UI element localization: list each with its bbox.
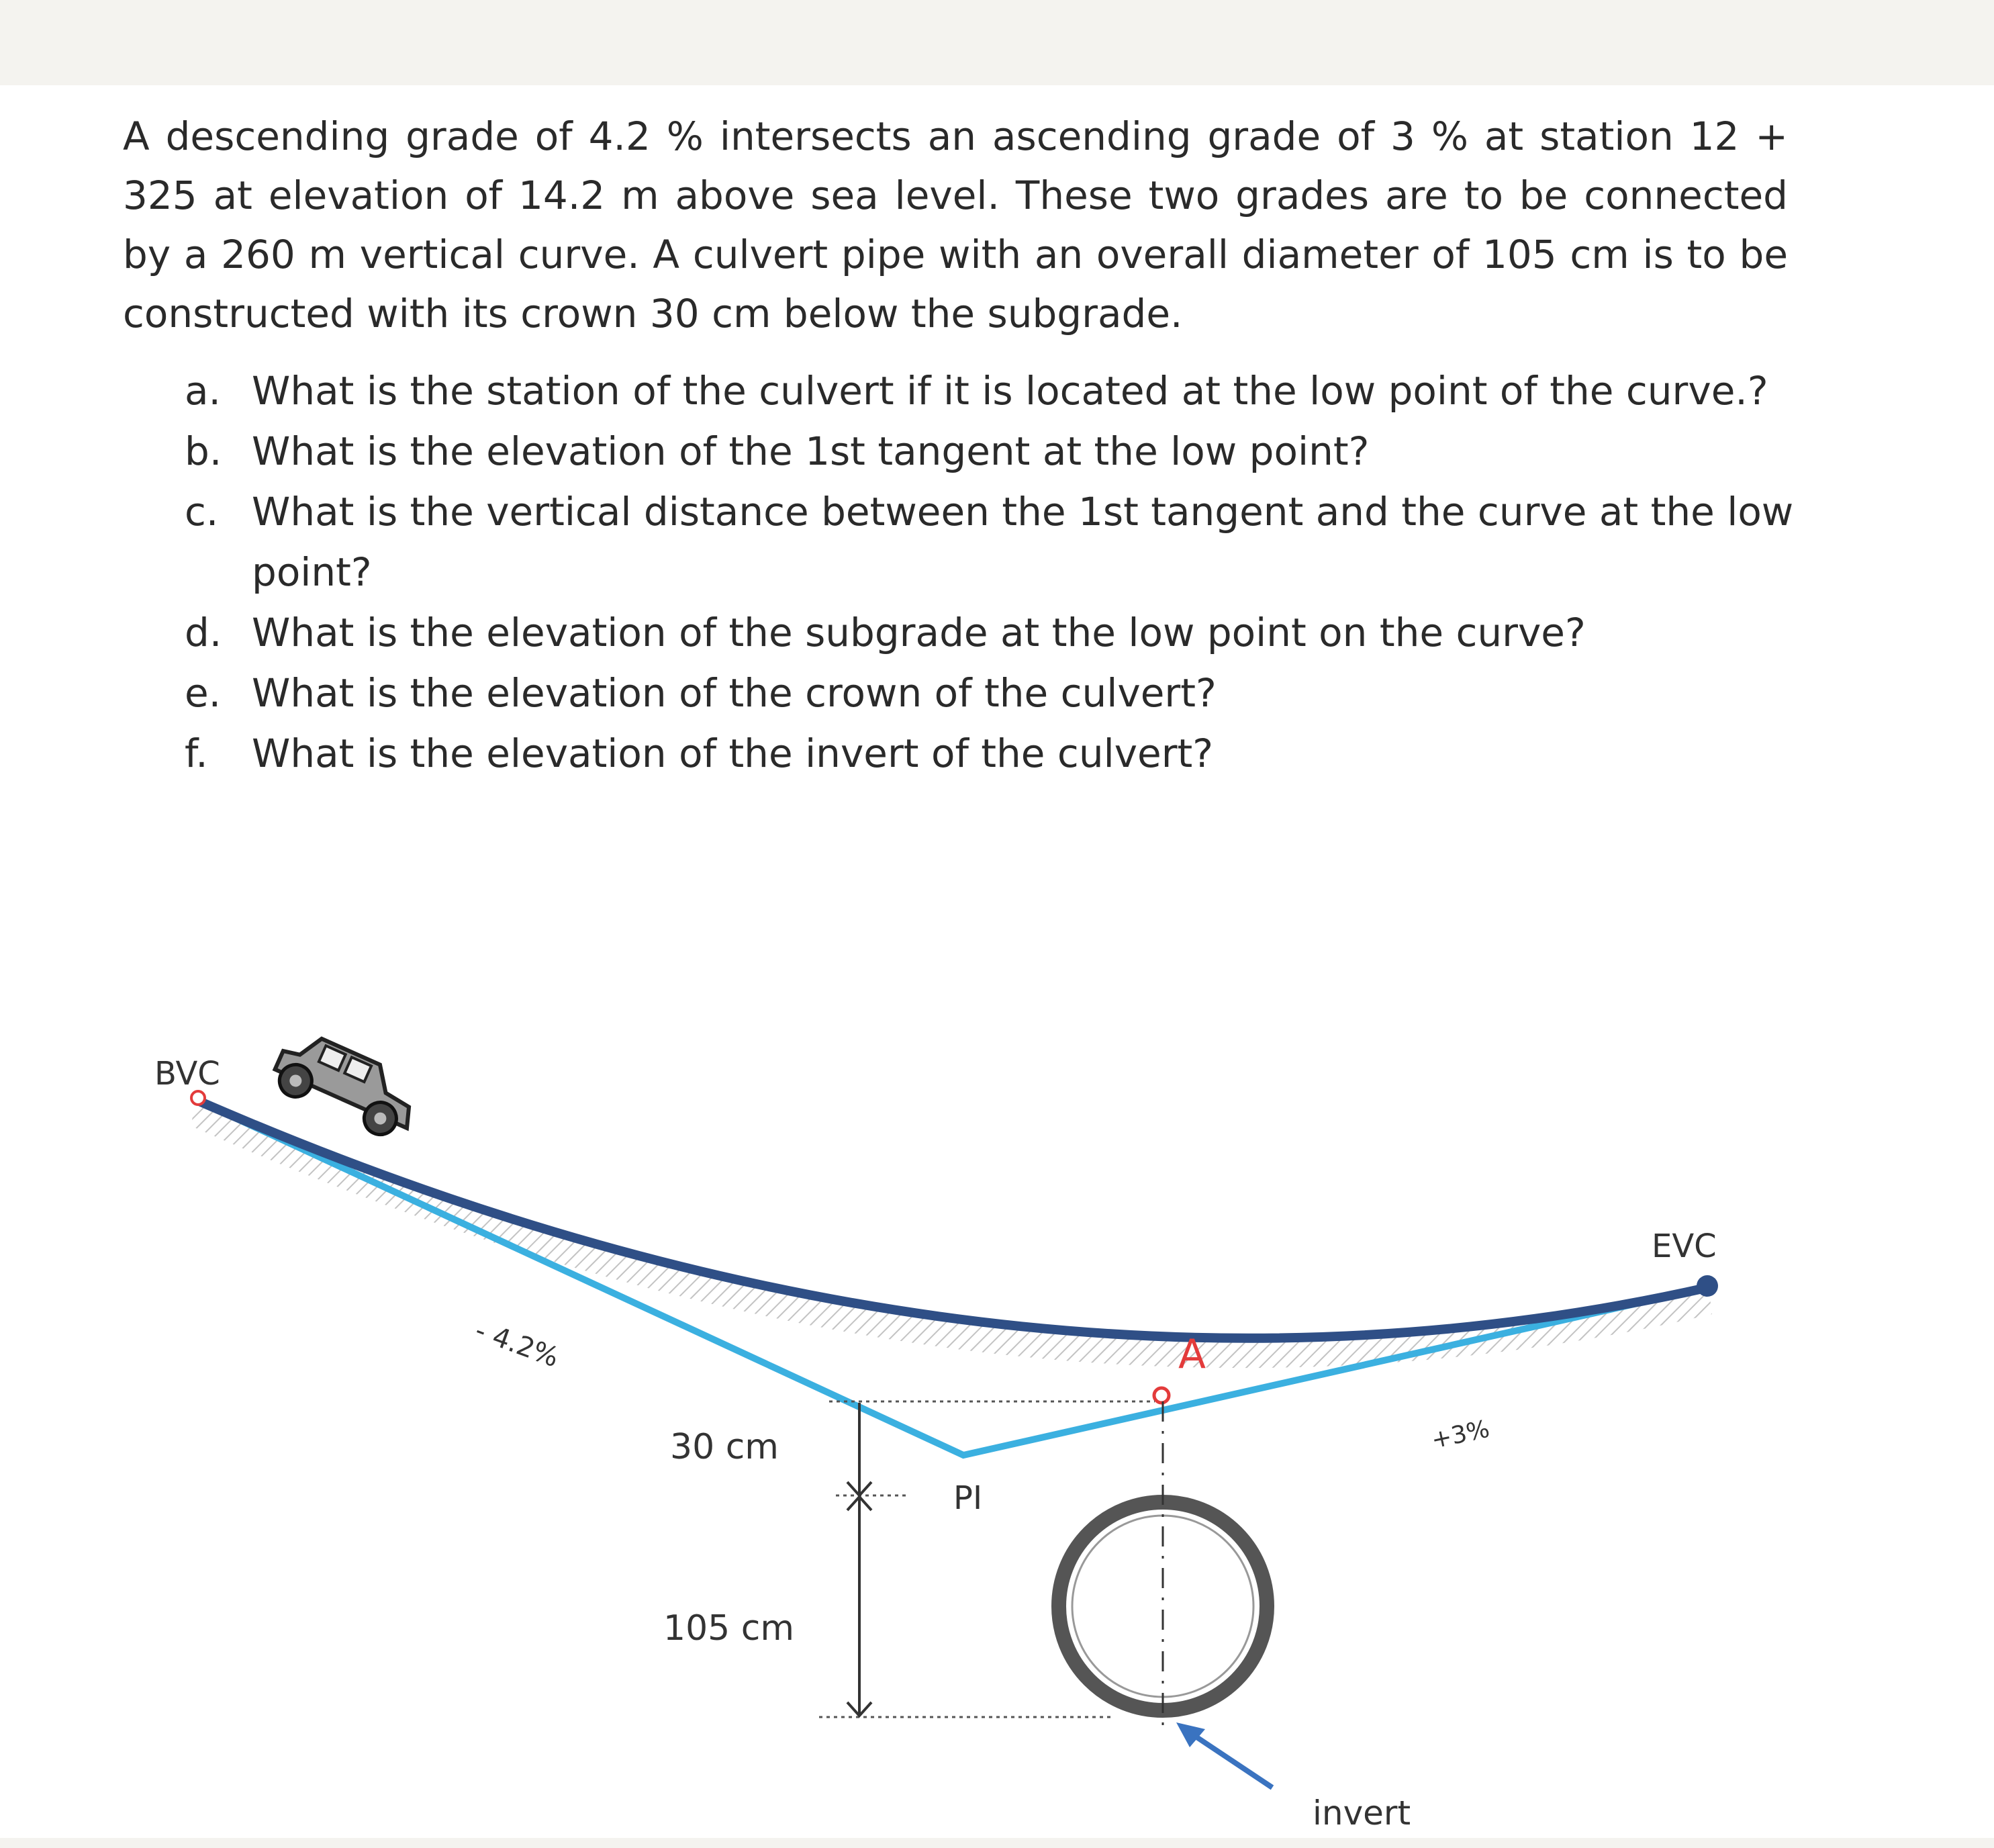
vertical-curve-diagram (0, 938, 1994, 1831)
page-sheet (0, 85, 1994, 1838)
question-item (185, 723, 1796, 784)
question-item (185, 481, 1796, 602)
question-text: What is the elevation of the 1st tangent at the low point? (252, 428, 1370, 474)
question-item (185, 421, 1796, 481)
evc-point (1697, 1275, 1718, 1297)
pi-label: PI (953, 1479, 983, 1517)
question-letter: e. (185, 670, 222, 716)
pipe-diameter-label: 105 cm (663, 1608, 795, 1649)
point-a-label: A (1178, 1331, 1206, 1378)
point-a-marker (1154, 1388, 1169, 1403)
question-text: What is the elevation of the crown of the culvert? (252, 670, 1217, 716)
question-text: What is the elevation of the invert of the culvert? (252, 731, 1214, 776)
evc-label: EVC (1652, 1228, 1717, 1265)
bvc-label: BVC (154, 1055, 220, 1093)
question-item (185, 663, 1796, 723)
invert-arrowhead (1176, 1722, 1205, 1747)
question-letter: b. (185, 428, 222, 474)
grade-tangent-lines (195, 1099, 1709, 1455)
grade-out-label: +3% (1429, 1415, 1492, 1454)
problem-statement: A descending grade of 4.2 % intersects an ascending grade of 3 % at station 12 + 325 at elevation of 14.2 m above sea level. These two grades are to be connected by a 260 m vertical curve. A culvert pipe with an overall diameter of 105 cm is to be constructed with its crown 30 cm below the subgrade. (123, 113, 1788, 336)
question-letter: d. (185, 610, 222, 655)
invert-label: invert (1313, 1794, 1411, 1831)
question-letter: a. (185, 368, 221, 414)
question-item (185, 602, 1796, 663)
vertical-curve (195, 1099, 1709, 1338)
question-letter: c. (185, 489, 219, 535)
crown-depth-label: 30 cm (670, 1427, 779, 1467)
grade-in-label: - 4.2% (471, 1315, 563, 1374)
bvc-point (191, 1091, 205, 1105)
question-text: What is the elevation of the subgrade at the low point on the curve? (252, 610, 1586, 655)
question-item (185, 361, 1796, 421)
car-icon (268, 1027, 426, 1145)
question-list (185, 361, 1796, 784)
question-text: What is the station of the culvert if it is located at the low point of the curve.? (252, 368, 1768, 414)
question-letter: f. (185, 731, 208, 776)
question-text: What is the vertical distance between the 1st tangent and the curve at the low point? (252, 489, 1794, 595)
